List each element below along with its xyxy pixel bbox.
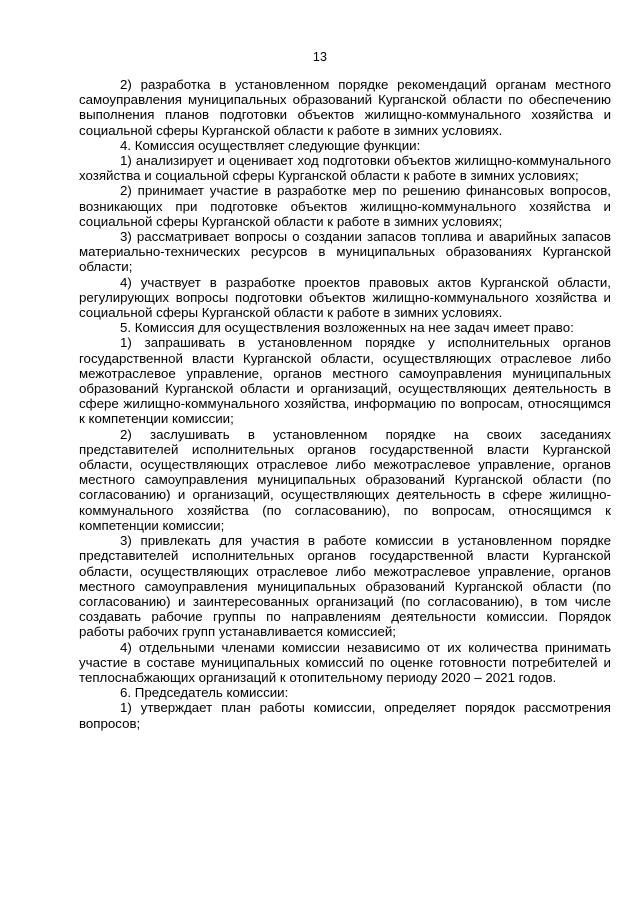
paragraph-4-functions-heading: 4. Комиссия осуществляет следующие функции: <box>120 137 421 153</box>
paragraph-5-1-request-info: 1) запрашивать в установленном порядке у исполнительных органов государственной власти Курганской области, осуществляющих отраслевое либо межотраслевое управление, органов местного самоуправления муниципальных образований Курганской области и организаций, осуществляющих деятельность в сфере жилищно-коммунального хозяйства, информацию по вопросам, относящимся к компетенции комиссии; <box>79 335 611 427</box>
paragraph-5-4-participate: 4) отдельными членами комиссии независимо от их количества принимать участие в составе муниципальных комиссий по оценке готовности потребителей и теплоснабжающих организаций к отопительному периоду 2020 – 2021 годов. <box>79 639 611 685</box>
paragraph-6-chairman-heading: 6. Председатель комиссии: <box>120 685 289 701</box>
paragraph-4-4-legal-acts: 4) участвует в разработке проектов правовых актов Курганской области, регулирующих вопросы подготовки объектов жилищно-коммунального хозяйства и социальной сферы Курганской области к работе в зимних условиях. <box>79 274 611 321</box>
paragraph-5-rights-heading: 5. Комиссия для осуществления возложенных на нее задач имеет право: <box>120 320 574 336</box>
paragraph-2-recommendations: 2) разработка в установленном порядке рекомендаций органам местного самоуправления муниципальных образований Курганской области по обеспечению выполнения планов подготовки объектов жилищно-коммунального хозяйства и социальной сферы Курганской области к работе в зимних условиях. <box>79 77 611 138</box>
document-body <box>79 77 611 731</box>
paragraph-5-2-hear-representatives: 2) заслушивать в установленном порядке на своих заседаниях представителей исполнительных органов государственной власти Курганской области, осуществляющих отраслевое либо межотраслевое управление, органов местного самоуправления муниципальных образований Курганской области (по согласованию) и организаций, осуществляющих деятельность в сфере жилищно-коммунального хозяйства (по согласованию), по вопросам, относящимся к компетенции комиссии; <box>79 426 611 533</box>
paragraph-4-1-analyzes: 1) анализирует и оценивает ход подготовки объектов жилищно-коммунального хозяйства и социальной сферы Курганской области к работе в зимних условиях; <box>79 153 611 184</box>
paragraph-4-2-financial-measures: 2) принимает участие в разработке мер по решению финансовых вопросов, возникающих при подготовке объектов жилищно-коммунального хозяйства и социальной сферы Курганской области к работе в зимних условиях; <box>79 183 611 229</box>
paragraph-4-3-fuel-reserves: 3) рассматривает вопросы о создании запасов топлива и аварийных запасов материально-технических ресурсов в муниципальных образованиях Курганской области; <box>79 229 611 275</box>
paragraph-6-1-approves-plan: 1) утверждает план работы комиссии, определяет порядок рассмотрения вопросов; <box>79 700 611 731</box>
paragraph-5-3-involve-representatives: 3) привлекать для участия в работе комиссии в установленном порядке представителей исполнительных органов государственной власти Курганской области, осуществляющих отраслевое либо межотраслевое управление, органов местного самоуправления муниципальных образований Курганской области (по согласованию) и заинтересованных организаций (по согласованию), в том числе создавать рабочие группы по направлениям деятельности комиссии. Порядок работы рабочих групп устанавливается комиссией; <box>79 533 611 640</box>
page-number: 13 <box>312 50 328 64</box>
